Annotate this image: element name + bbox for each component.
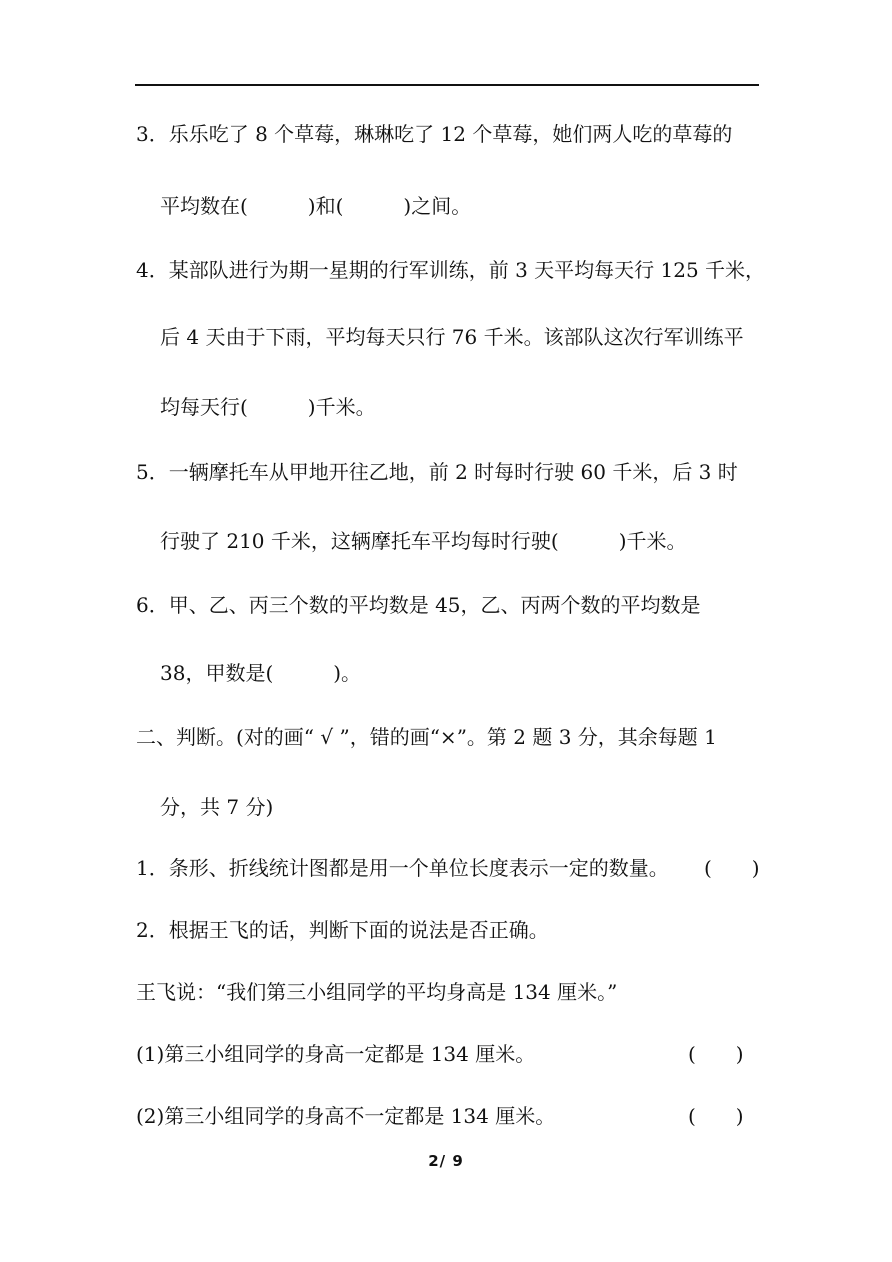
judge-item-1: 1．条形、折线统计图都是用一个单位长度表示一定的数量。 [136,856,669,880]
question-6-line-1: 6．甲、乙、丙三个数的平均数是 45，乙、丙两个数的平均数是 [136,593,701,617]
page-number: 2/ 9 [428,1152,464,1170]
question-4-line-1: 4．某部队进行为期一星期的行军训练，前 3 天平均每天行 125 千米， [136,258,766,282]
question-5-line-2: 行驶了 210 千米，这辆摩托车平均每时行驶( )千米。 [160,529,687,553]
judge-item-2-sub-2: (2)第三小组同学的身高不一定都是 134 厘米。 [136,1104,556,1128]
judge-item-2: 2．根据王飞的话，判断下面的说法是否正确。 [136,918,549,942]
question-4-line-3: 均每天行( )千米。 [160,395,376,419]
question-5-line-1: 5．一辆摩托车从甲地开往乙地，前 2 时每时行驶 60 千米，后 3 时 [136,460,738,484]
judge-item-2-sub-1-answer-paren[interactable]: ( ) [688,1042,744,1066]
question-4-line-2: 后 4 天由于下雨，平均每天只行 76 千米。该部队这次行军训练平 [160,325,744,349]
question-3-line-2: 平均数在( )和( )之间。 [160,194,472,218]
wang-fei-quote: 王飞说：“我们第三小组同学的平均身高是 134 厘米。” [136,980,618,1004]
section-two-heading-line-1: 二、判断。(对的画“ √ ”，错的画“×”。第 2 题 3 分，其余每题 1 [136,725,717,749]
header-rule [135,84,759,86]
question-3-line-1: 3．乐乐吃了 8 个草莓，琳琳吃了 12 个草莓，她们两人吃的草莓的 [136,122,733,146]
section-two-heading-line-2: 分，共 7 分) [160,795,274,819]
question-6-line-2: 38，甲数是( )。 [160,661,362,685]
judge-item-2-sub-2-answer-paren[interactable]: ( ) [688,1104,744,1128]
judge-item-1-answer-paren[interactable]: ( ) [704,856,760,880]
judge-item-2-sub-1: (1)第三小组同学的身高一定都是 134 厘米。 [136,1042,536,1066]
